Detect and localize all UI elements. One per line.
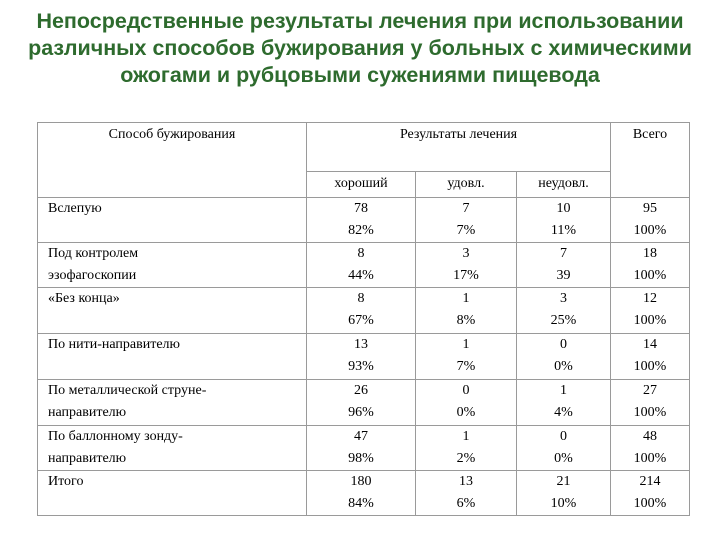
row-method-name: «Без конца»	[38, 288, 307, 334]
cell-satisfactory: 0 0%	[416, 380, 517, 426]
header-method: Способ бужирования	[38, 123, 307, 198]
cell-unsatisfactory: 7 39	[517, 243, 611, 288]
cell-satisfactory: 1 7%	[416, 334, 517, 380]
table-row	[38, 471, 690, 516]
cell-good: 8 44%	[307, 243, 416, 288]
table-row	[38, 243, 690, 288]
cell-unsatisfactory: 0 0%	[517, 334, 611, 380]
row-method-name: Под контролем эзофагоскопии	[38, 243, 307, 288]
cell-total: 95 100%	[611, 198, 690, 243]
header-good: хороший	[307, 172, 416, 198]
cell-unsatisfactory: 0 0%	[517, 426, 611, 471]
table-row	[38, 288, 690, 334]
cell-total: 12 100%	[611, 288, 690, 334]
cell-unsatisfactory: 3 25%	[517, 288, 611, 334]
cell-total: 14 100%	[611, 334, 690, 380]
cell-satisfactory: 1 2%	[416, 426, 517, 471]
cell-good: 13 93%	[307, 334, 416, 380]
header-total: Всего	[611, 123, 690, 198]
cell-unsatisfactory: 10 11%	[517, 198, 611, 243]
cell-satisfactory: 7 7%	[416, 198, 517, 243]
cell-good: 78 82%	[307, 198, 416, 243]
cell-total: 214 100%	[611, 471, 690, 516]
cell-good: 26 96%	[307, 380, 416, 426]
header-results: Результаты лечения	[307, 123, 611, 172]
table-row	[38, 426, 690, 471]
table-row	[38, 380, 690, 426]
cell-good: 47 98%	[307, 426, 416, 471]
table-row	[38, 198, 690, 243]
cell-satisfactory: 13 6%	[416, 471, 517, 516]
results-table	[37, 122, 690, 516]
row-method-name: Вслепую	[38, 198, 307, 243]
cell-total: 27 100%	[611, 380, 690, 426]
cell-total: 18 100%	[611, 243, 690, 288]
cell-unsatisfactory: 1 4%	[517, 380, 611, 426]
cell-good: 8 67%	[307, 288, 416, 334]
row-method-name: По нити-направителю	[38, 334, 307, 380]
row-method-name: Итого	[38, 471, 307, 516]
header-satisfactory: удовл.	[416, 172, 517, 198]
slide-title: Непосредственные результаты лечения при использовании различных способов бужирования у больных с химическими ожогами и рубцовыми сужениями пищевода	[28, 9, 692, 87]
row-method-name: По металлической струне- направителю	[38, 380, 307, 426]
cell-total: 48 100%	[611, 426, 690, 471]
table-row	[38, 334, 690, 380]
cell-unsatisfactory: 21 10%	[517, 471, 611, 516]
row-method-name: По баллонному зонду- направителю	[38, 426, 307, 471]
cell-satisfactory: 3 17%	[416, 243, 517, 288]
cell-good: 180 84%	[307, 471, 416, 516]
cell-satisfactory: 1 8%	[416, 288, 517, 334]
header-unsatisfactory: неудовл.	[517, 172, 611, 198]
